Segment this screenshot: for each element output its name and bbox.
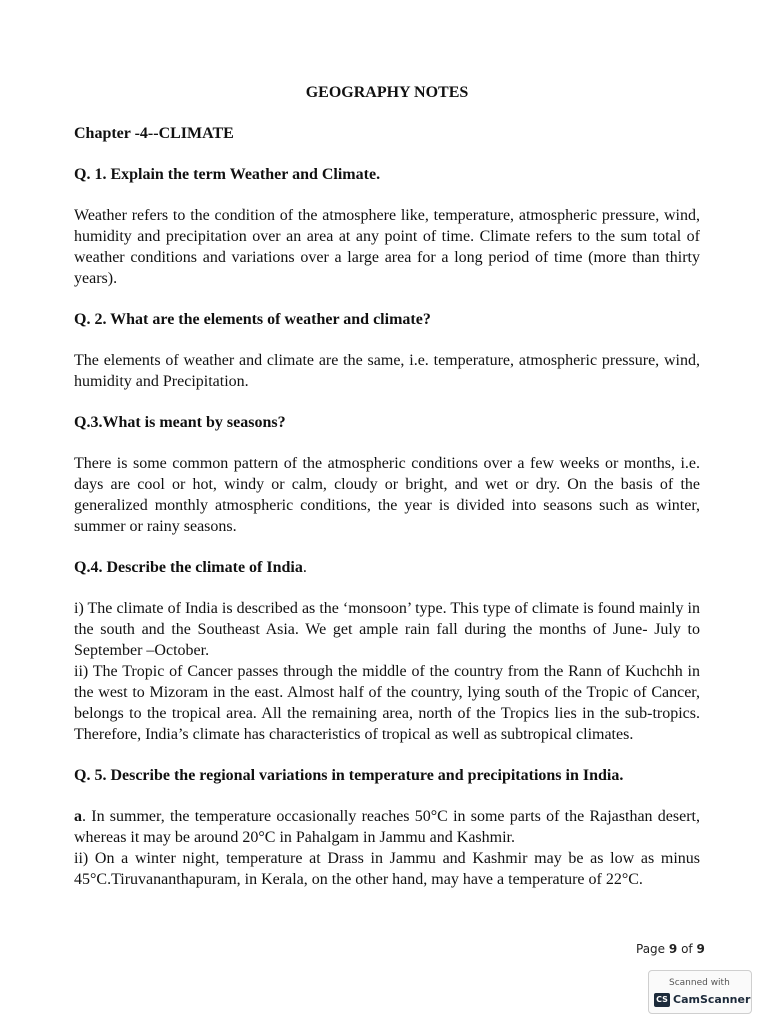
question-2: Q. 2. What are the elements of weather and climate? (74, 311, 431, 328)
question-3: Q.3.What is meant by seasons? (74, 414, 286, 431)
of-word: of (681, 942, 693, 956)
question-4-text: Q.4. Describe the climate of India (74, 559, 303, 576)
camscanner-badge (648, 970, 752, 1014)
camscanner-brand: CamScanner (673, 993, 751, 1006)
answer-5-part-a (74, 806, 700, 848)
answer-4 (74, 598, 700, 745)
document-title: GEOGRAPHY NOTES (305, 84, 469, 101)
question-4-period: . (302, 559, 307, 576)
question-4 (74, 557, 700, 578)
camscanner-logo-icon: CS (654, 993, 670, 1007)
current-page: 9 (668, 942, 678, 956)
page-word: Page (636, 942, 666, 956)
total-pages: 9 (696, 942, 705, 956)
answer-5-part-ii: ii) On a winter night, temperature at Drass in Jammu and Kashmir may be as low as minus 45°C.Tiruvananthapuram, in Kerala, on the other hand, may have a temperature of 22°C. (74, 850, 700, 888)
answer-3: There is some common pattern of the atmospheric conditions over a few weeks or months, i.e. days are cool or hot, windy or calm, cloudy or bright, and wet or dry. On the basis of the generalized monthly atmospheric conditions, the year is divided into seasons such as winter, summer or rainy seasons. (74, 455, 700, 535)
scanned-with-caption: Scanned with (669, 978, 730, 988)
question-1: Q. 1. Explain the term Weather and Climate. (74, 166, 381, 183)
chapter-heading: Chapter -4--CLIMATE (74, 125, 234, 142)
notes-page (74, 82, 700, 910)
answer-5-label-a: a (74, 808, 82, 825)
page-number (636, 942, 705, 956)
answer-5-part-a-text: . In summer, the temperature occasionally reaches 50°C in some parts of the Rajasthan desert, whereas it may be around 20°C in Pahalgam in Jammu and Kashmir. (74, 808, 700, 846)
answer-4-part-i: i) The climate of India is described as the ‘monsoon’ type. This type of climate is found mainly in the south and the Southeast Asia. We get ample rain fall during the months of June- July to September –October. (74, 600, 700, 659)
answer-2: The elements of weather and climate are the same, i.e. temperature, atmospheric pressure, wind, humidity and Precipitation. (74, 352, 700, 390)
question-5: Q. 5. Describe the regional variations in temperature and precipitations in India. (74, 767, 624, 784)
answer-1: Weather refers to the condition of the atmosphere like, temperature, atmospheric pressure, wind, humidity and precipitation over an area at any point of time. Climate refers to the sum total of weather conditions and variations over a large area for a long period of time (more than thirty years). (74, 207, 700, 287)
answer-5 (74, 806, 700, 890)
answer-4-part-ii: ii) The Tropic of Cancer passes through the middle of the country from the Rann of Kuchchh in the west to Mizoram in the east. Almost half of the country, lying south of the Tropic of Cancer, belongs to the tropical area. All the remaining area, north of the Tropics lies in the sub-tropics. Therefore, India’s climate has characteristics of tropical as well as subtropical climates. (74, 663, 700, 743)
